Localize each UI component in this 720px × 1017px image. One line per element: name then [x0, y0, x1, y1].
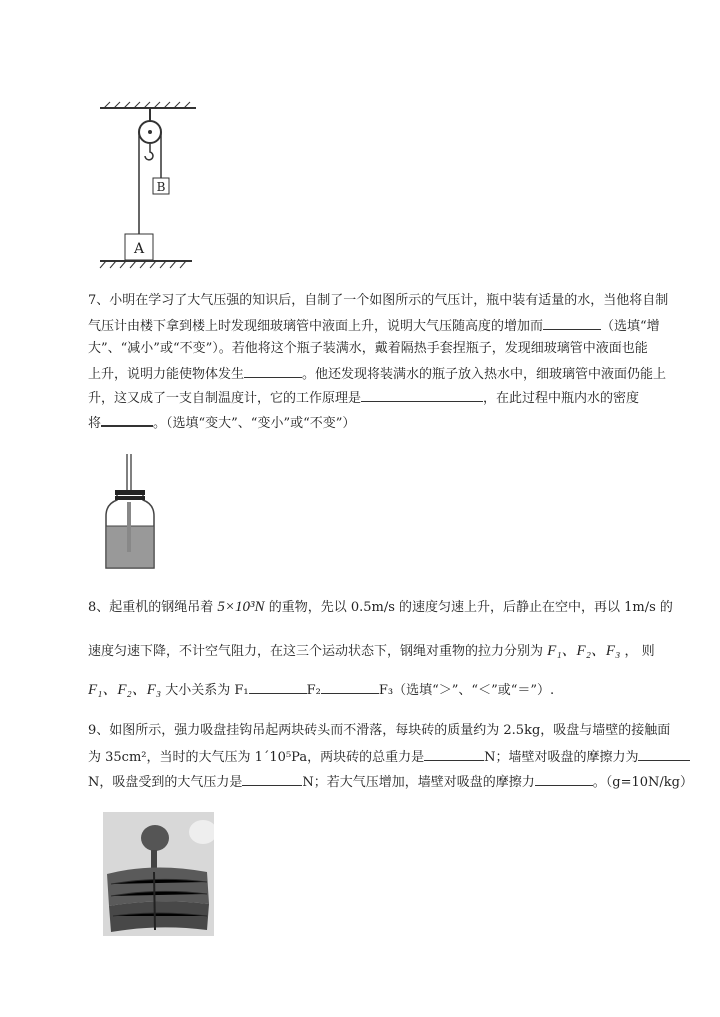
q8-line-2 [88, 642, 655, 661]
q7-blank-4[interactable] [101, 412, 153, 427]
q9-blank-1[interactable] [424, 747, 484, 761]
pulley-figure [98, 100, 198, 272]
q7-line-6 [88, 412, 355, 433]
q7-line-5 [88, 388, 639, 408]
q7-blank-3[interactable] [361, 388, 483, 402]
q8-text: 8、起重机的钢绳吊着 [88, 600, 214, 615]
q9-blank-2[interactable] [638, 747, 690, 761]
q8-forces: F₁、F₂、F₃ [88, 682, 162, 698]
q8-text: 速度匀速下降，不计空气阻力，在这三个运动状态下，钢绳对重物的拉力分别为 [88, 644, 544, 659]
q9-text: N；墙壁对吸盘的摩擦力为 [484, 750, 639, 765]
q7-text: 。（选填“变大”、“变小”或“不变”） [153, 416, 356, 431]
q9-blank-3[interactable] [242, 772, 302, 786]
q8-weight: 5×10³N [217, 599, 265, 615]
block-b-label: B [156, 180, 166, 194]
q9-blank-4[interactable] [535, 772, 593, 786]
q7-text: 升，这又成了一支自制温度计，它的工作原理是 [88, 391, 362, 406]
q7-line-3: 大”、“减小”或“不变”）。若他将这个瓶子装满水，戴着隔热手套捏瓶子，发现细玻璃管中液面也能 [88, 341, 648, 356]
q8-line-1 [88, 598, 673, 617]
q9-line-2 [88, 747, 690, 767]
q8-text: F₂ [306, 683, 321, 698]
q8-text: 大小关系为 F₁ [165, 683, 249, 698]
q7-text: 将 [88, 416, 102, 431]
q7-text: 上升，说明力能使物体发生 [88, 367, 245, 382]
q8-line-3 [88, 680, 554, 700]
q8-blank-1[interactable] [249, 680, 307, 694]
q7-line-1: 7、小明在学习了大气压强的知识后，自制了一个如图所示的气压计，瓶中装有适量的水，当他将自制 [88, 293, 669, 308]
q7-text: 气压计由楼下拿到楼上时发现细玻璃管中液面上升，说明大气压随高度的增加而 [88, 319, 544, 334]
q7-line-2 [88, 316, 660, 336]
q7-text: （选填“增 [601, 319, 660, 334]
q7-text: 。他还发现将装满水的瓶子放入热水中，细玻璃管中液面仍能上 [302, 367, 667, 382]
q8-forces: F₁、F₂、F₃ [547, 643, 621, 659]
q8-text: ， 则 [624, 644, 655, 659]
suction-cup-photo [103, 812, 214, 936]
q7-blank-1[interactable] [543, 316, 601, 330]
q9-text: 为 35cm²，当时的大气压为 1´10⁵Pa，两块砖的总重力是 [88, 750, 425, 765]
q7-line-4 [88, 364, 666, 384]
q9-line-1: 9、如图所示，强力吸盘挂钩吊起两块砖头而不滑落，每块砖的质量约为 2.5kg，吸盘与墙壁的接触面 [88, 723, 671, 738]
q7-blank-2[interactable] [244, 364, 302, 378]
q8-text: 的重物，先以 0.5m/s 的速度匀速上升，后静止在空中，再以 1m/s 的 [268, 600, 673, 615]
q7-text: ，在此过程中瓶内水的密度 [483, 391, 640, 406]
q8-text: （选填“＞”、“＜”或“＝”）. [393, 683, 555, 698]
q9-text: N；若大气压增加，墙壁对吸盘的摩擦力 [302, 775, 535, 790]
q8-text: F₃ [378, 683, 394, 698]
bottle-barometer-figure [100, 452, 160, 572]
block-a-label: A [133, 241, 145, 257]
q8-blank-2[interactable] [321, 680, 379, 694]
q9-text: 。（g=10N/kg） [592, 775, 693, 790]
q9-text: N，吸盘受到的大气压力是 [88, 775, 243, 790]
q9-line-3 [88, 772, 693, 792]
